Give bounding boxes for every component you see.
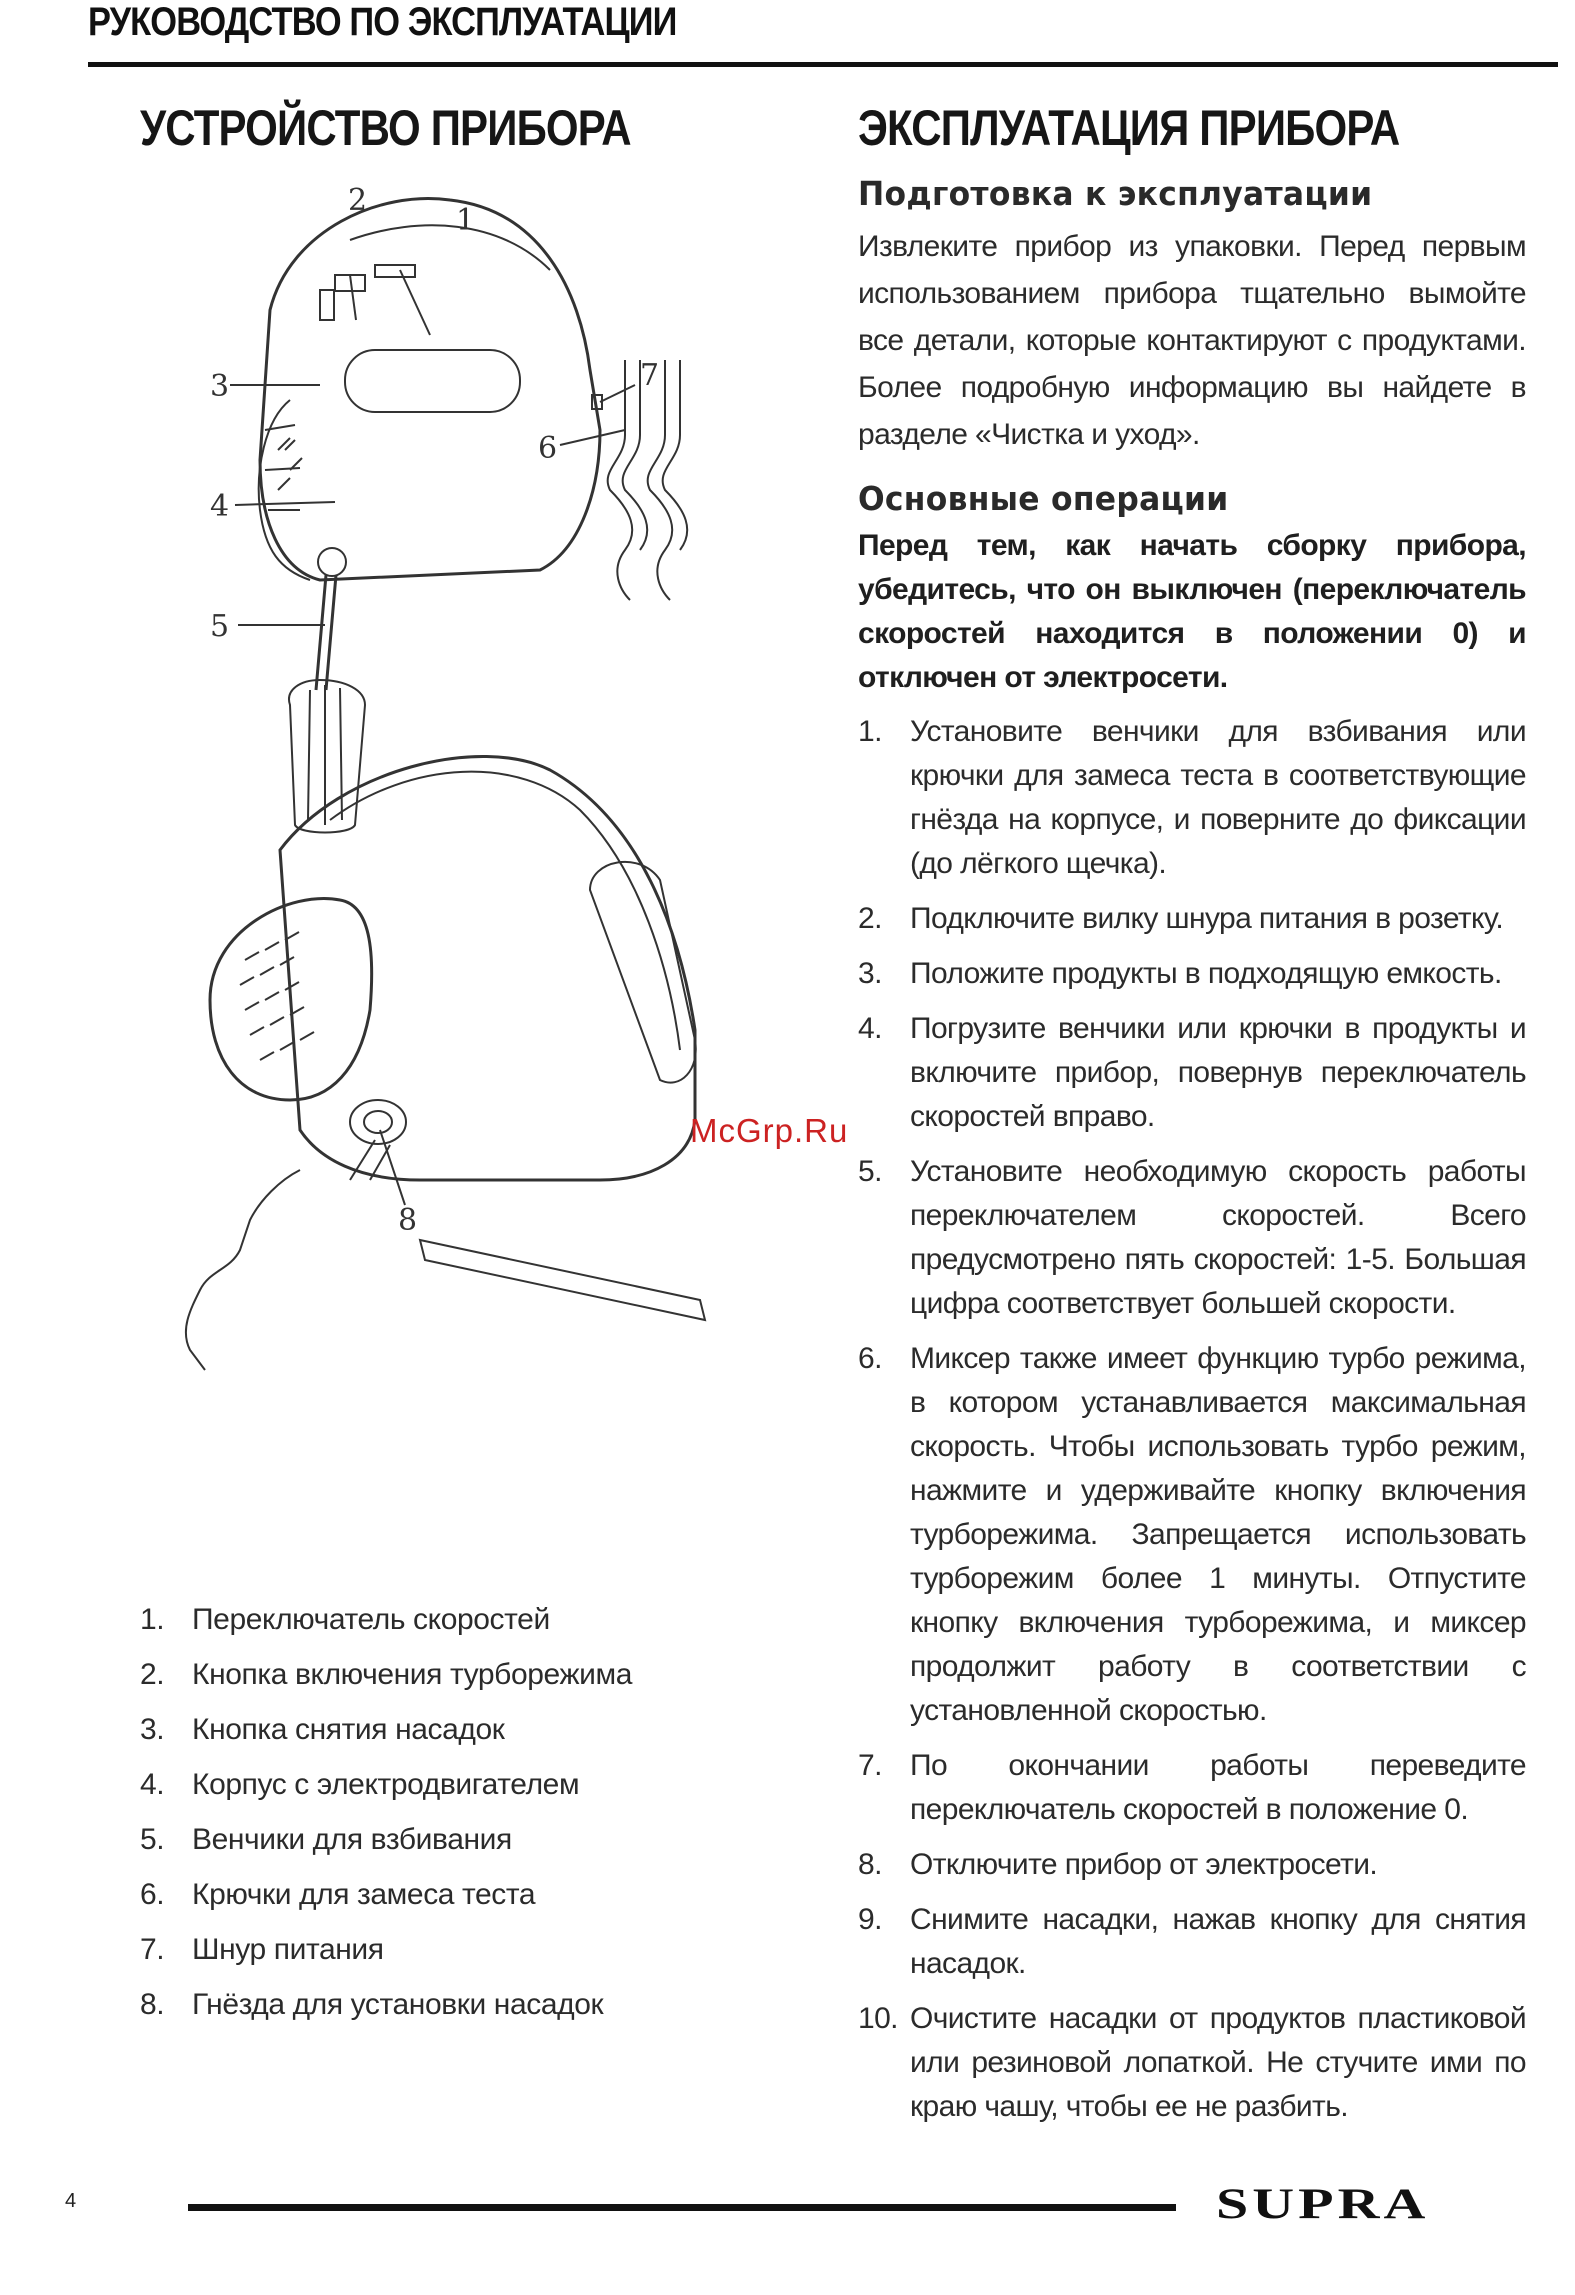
list-item: 10. Очистите насадки от продуктов пластиковой или резиновой лопаткой. Не стучите ими по краю чашу, чтобы ее не разбить. xyxy=(858,2002,1526,2123)
callout-6: 6 xyxy=(538,431,558,466)
steps-list xyxy=(858,710,1526,2129)
callout-2: 2 xyxy=(348,183,368,218)
list-item: 7. По окончании работы переведите переключатель скоростей в положение 0. xyxy=(858,1749,1526,1826)
list-item: 4. Корпус с электродвигателем xyxy=(140,1768,580,1801)
list-item: 3. Положите продукты в подходящую емкость. xyxy=(858,957,1502,990)
callout-7: 7 xyxy=(640,358,660,393)
left-column xyxy=(140,95,830,161)
footer-divider xyxy=(188,2204,1176,2211)
device-section-title: УСТРОЙСТВО ПРИБОРА xyxy=(140,100,631,156)
mixer-side-view xyxy=(230,198,635,832)
list-item: 2. Кнопка включения турборежима xyxy=(140,1658,633,1691)
prep-subtitle: Подготовка к эксплуатации xyxy=(858,174,1373,213)
callout-8: 8 xyxy=(398,1203,418,1238)
operation-section-title: ЭКСПЛУАТАЦИЯ ПРИБОРА xyxy=(858,100,1400,156)
dough-hooks xyxy=(560,360,687,600)
list-item: 5. Установите необходимую скорость работы переключателем скоростей. Всего предусмотрено пять скоростей: 1-5. Большая цифра соответствует большей скорости. xyxy=(858,1155,1526,1320)
list-item: 6. Крючки для замеса теста xyxy=(140,1878,536,1911)
list-item: 6. Миксер также имеет функцию турбо режима, в котором устанавливается максимальная скорость. Чтобы использовать турбо режим, нажмите и удерживайте кнопку включения турборежима. Запрещается использовать турборежим более 1 минуты. Отпустите кнопку включения турборежима, и миксер продолжит работу в соответствии с установленной скоростью. xyxy=(858,1342,1526,1727)
header-title: РУКОВОДСТВО ПО ЭКСПЛУАТАЦИИ xyxy=(88,0,677,44)
parts-list xyxy=(140,1592,632,2032)
list-item: 7. Шнур питания xyxy=(140,1933,384,1966)
ops-warning: Перед тем, как начать сборку прибора, убедитесь, что он выключен (переключатель скоростей находится в положении 0) и отключен от электросети. xyxy=(858,529,1526,694)
page-number: 4 xyxy=(65,2190,77,2212)
vent-icon xyxy=(278,438,302,490)
ops-subtitle: Основные операции xyxy=(858,479,1229,518)
list-item: 1. Переключатель скоростей xyxy=(140,1603,550,1636)
vent-slots-icon xyxy=(240,932,314,1060)
callout-5: 5 xyxy=(210,609,230,644)
mixer-perspective-view xyxy=(186,756,705,1370)
brand-logo: SUPRA xyxy=(1216,2178,1430,2228)
callout-4: 4 xyxy=(210,489,230,524)
right-column xyxy=(858,95,1526,2140)
watermark: McGrp.Ru xyxy=(690,1112,849,1149)
page-header xyxy=(88,0,1558,67)
list-item: 4. Погрузите венчики или крючки в продукты и включите прибор, повернув переключатель скоростей вправо. xyxy=(858,1012,1526,1133)
mixer-diagram xyxy=(120,170,840,1550)
prep-paragraph: Извлеките прибор из упаковки. Перед первым использованием прибора тщательно вымойте все детали, которые контактируют с продуктами. Более подробную информацию вы найдете в разделе «Чистка и уход». xyxy=(858,230,1526,451)
list-item: 8. Отключите прибор от электросети. xyxy=(858,1848,1378,1881)
list-item: 2. Подключите вилку шнура питания в розетку. xyxy=(858,902,1504,935)
callout-3: 3 xyxy=(210,369,230,404)
callout-1: 1 xyxy=(456,203,476,238)
list-item: 5. Венчики для взбивания xyxy=(140,1823,512,1856)
list-item: 8. Гнёзда для установки насадок xyxy=(140,1988,604,2021)
list-item: 9. Снимите насадки, нажав кнопку для снятия насадок. xyxy=(858,1903,1526,1980)
list-item: 3. Кнопка снятия насадок xyxy=(140,1713,505,1746)
list-item: 1. Установите венчики для взбивания или крючки для замеса теста в соответствующие гнёзда на корпусе, и поверните до фиксации (до лёгкого щечка). xyxy=(858,715,1526,880)
